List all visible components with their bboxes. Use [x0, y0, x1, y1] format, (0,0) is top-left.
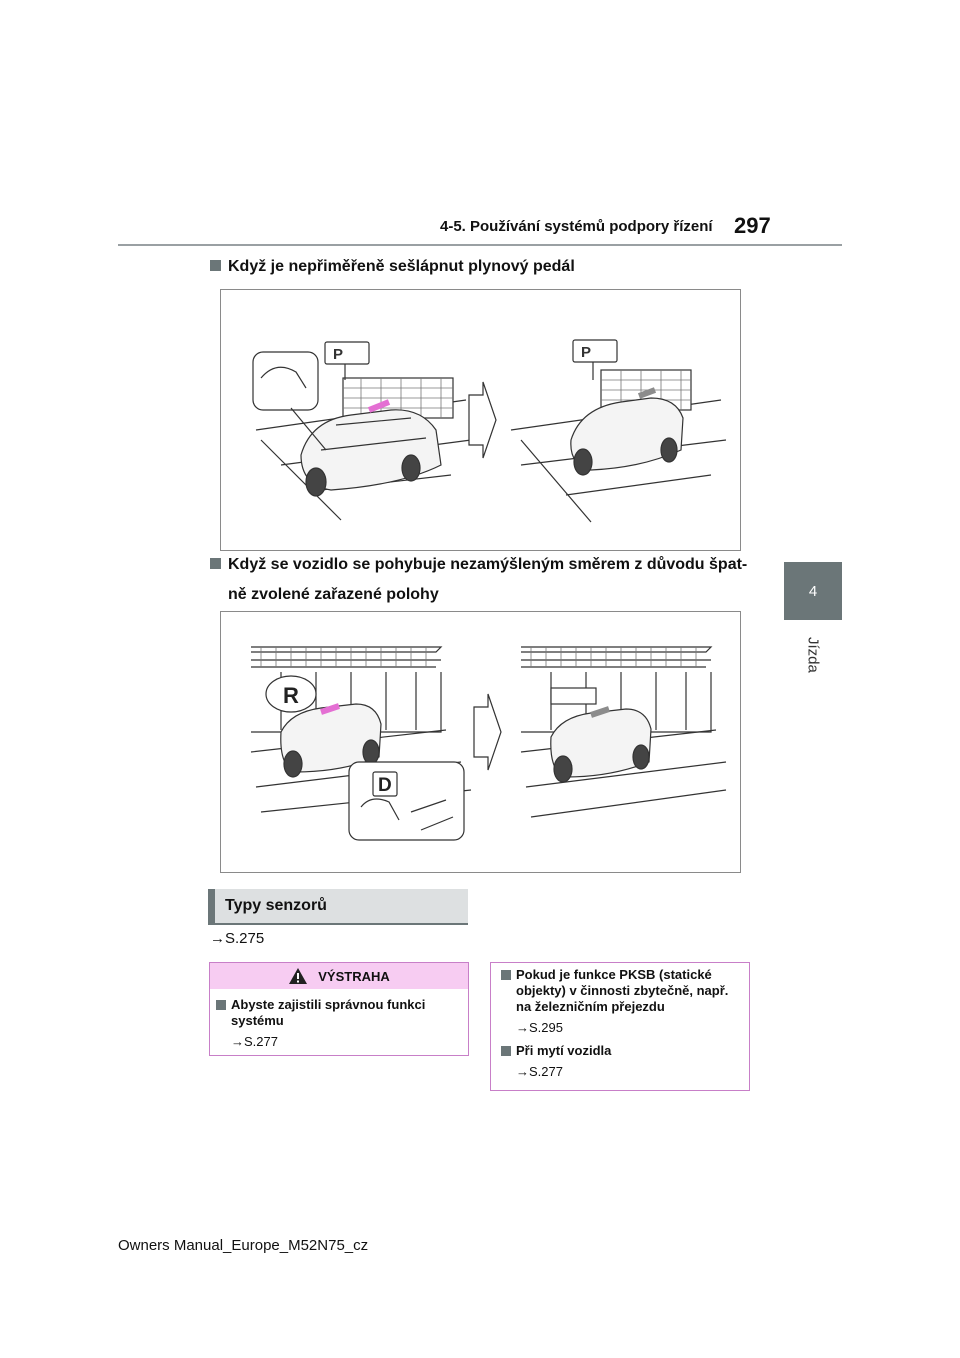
info-item-pksb: [501, 967, 739, 1015]
gear-d-label: D: [378, 775, 392, 796]
figure-wrong-gear: [220, 611, 741, 873]
info-item-text: Při mytí vozidla: [516, 1043, 612, 1058]
bullet-square-icon: [210, 260, 221, 271]
info-reference-washing[interactable]: →S.277: [516, 1064, 563, 1079]
info-item-text: Pokud je funkce PKSB (statické objekty) v činnosti zbytečně, např. na železničním přejezdu: [516, 967, 729, 1014]
section-heading-wrong-gear: [210, 550, 770, 610]
warning-box: [209, 962, 469, 1056]
section-heading-line2: ně zvolené zařazené polohy: [228, 586, 439, 603]
svg-text:P: P: [333, 346, 344, 363]
figure-accelerator-pressed: [220, 289, 741, 551]
parking-illustration-1: [221, 290, 740, 550]
parking-illustration-2: [221, 612, 740, 872]
bullet-square-icon: [501, 1046, 511, 1056]
page-number: 297: [734, 213, 771, 238]
chapter-number: 4: [808, 582, 818, 600]
chapter-name: Jízda: [804, 637, 822, 673]
section-heading-line1: Když se vozidlo se pohybuje nezamýšleným směrem z důvodu špat-: [228, 556, 748, 573]
warning-item-text: Abyste zajistili správnou funkci systému: [231, 997, 426, 1028]
bullet-square-icon: [210, 558, 221, 569]
info-box: [490, 962, 750, 1091]
chapter-tab: [784, 562, 842, 620]
bullet-square-icon: [501, 970, 511, 980]
warning-reference[interactable]: →S.277: [231, 1034, 278, 1049]
warning-triangle-icon: [288, 967, 308, 985]
warning-item: [216, 997, 460, 1029]
section-heading-accelerator: [210, 252, 575, 282]
info-reference-pksb[interactable]: →S.295: [516, 1020, 563, 1035]
header-divider: [118, 244, 842, 246]
header-section-title: 4-5. Používání systémů podpory řízení: [440, 218, 713, 235]
info-item-washing: [501, 1043, 739, 1059]
bullet-square-icon: [216, 1000, 226, 1010]
footer-document-id: Owners Manual_Europe_M52N75_cz: [118, 1237, 369, 1254]
sensor-types-reference[interactable]: →S.275: [210, 930, 265, 947]
section-heading-text: Když je nepřiměřeně sešlápnut plynový pedál: [228, 258, 575, 275]
warning-title: VÝSTRAHA: [318, 968, 390, 984]
svg-text:P: P: [581, 344, 592, 361]
gear-r-label: R: [283, 683, 299, 708]
sensor-types-heading: Typy senzorů: [208, 889, 468, 925]
warning-header: [210, 963, 468, 989]
